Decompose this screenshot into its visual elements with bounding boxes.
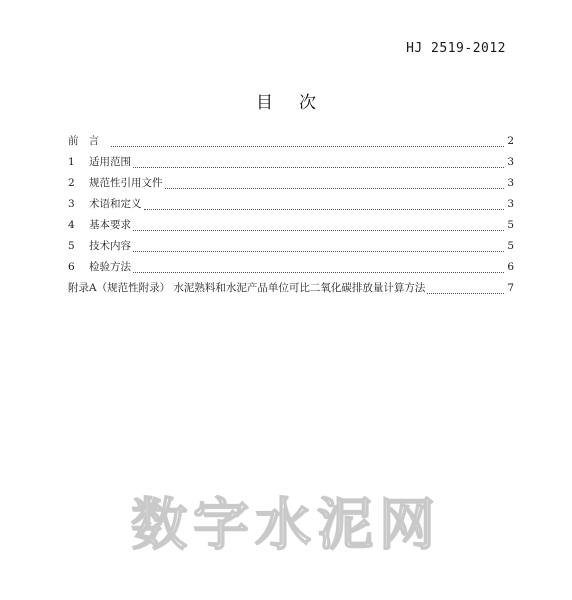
toc-leader-dots (111, 146, 504, 147)
toc-entry-scope[interactable] (68, 154, 514, 175)
toc-entry-label: 附录A（规范性附录） 水泥熟料和水泥产品单位可比二氧化碳排放量计算方法 (68, 282, 426, 294)
toc-leader-dots (133, 167, 504, 168)
document-code: HJ 2519-2012 (406, 41, 506, 56)
toc-entry-page: 2 (507, 135, 514, 147)
toc-entry-number: 4 (68, 219, 75, 231)
toc-entry-page: 3 (507, 177, 514, 189)
toc-entry-terms-definitions[interactable] (68, 196, 514, 217)
toc-leader-dots (133, 272, 504, 273)
table-of-contents (68, 133, 514, 301)
toc-entry-number: 3 (68, 198, 75, 210)
toc-entry-basic-requirements[interactable] (68, 217, 514, 238)
toc-entry-label: 前言 (68, 135, 109, 147)
toc-entry-foreword[interactable] (68, 133, 514, 154)
toc-entry-label: 基本要求 (89, 219, 131, 231)
toc-entry-number: 6 (68, 261, 75, 273)
toc-leader-dots (427, 293, 504, 294)
toc-entry-normative-references[interactable] (68, 175, 514, 196)
toc-entry-number: 1 (68, 156, 75, 168)
toc-leader-dots (165, 188, 505, 189)
watermark-text: 数字水泥网 (131, 493, 441, 558)
toc-entry-appendix-a[interactable] (68, 280, 514, 301)
toc-entry-test-methods[interactable] (68, 259, 514, 280)
toc-title: 目次 (256, 93, 342, 113)
toc-entry-page: 7 (507, 282, 514, 294)
toc-entry-page: 5 (507, 240, 514, 252)
toc-entry-label: 适用范围 (89, 156, 131, 168)
toc-entry-technical-content[interactable] (68, 238, 514, 259)
toc-entry-page: 6 (507, 261, 514, 273)
toc-leader-dots (133, 251, 504, 252)
toc-entry-page: 3 (507, 198, 514, 210)
toc-entry-label: 规范性引用文件 (89, 177, 163, 189)
toc-leader-dots (144, 209, 505, 210)
toc-leader-dots (133, 230, 504, 231)
toc-entry-number: 2 (68, 177, 75, 189)
toc-entry-page: 3 (507, 156, 514, 168)
toc-entry-label: 技术内容 (89, 240, 131, 252)
toc-entry-label: 术语和定义 (89, 198, 142, 210)
toc-entry-number: 5 (68, 240, 75, 252)
toc-entry-page: 5 (507, 219, 514, 231)
toc-entry-label: 检验方法 (89, 261, 131, 273)
